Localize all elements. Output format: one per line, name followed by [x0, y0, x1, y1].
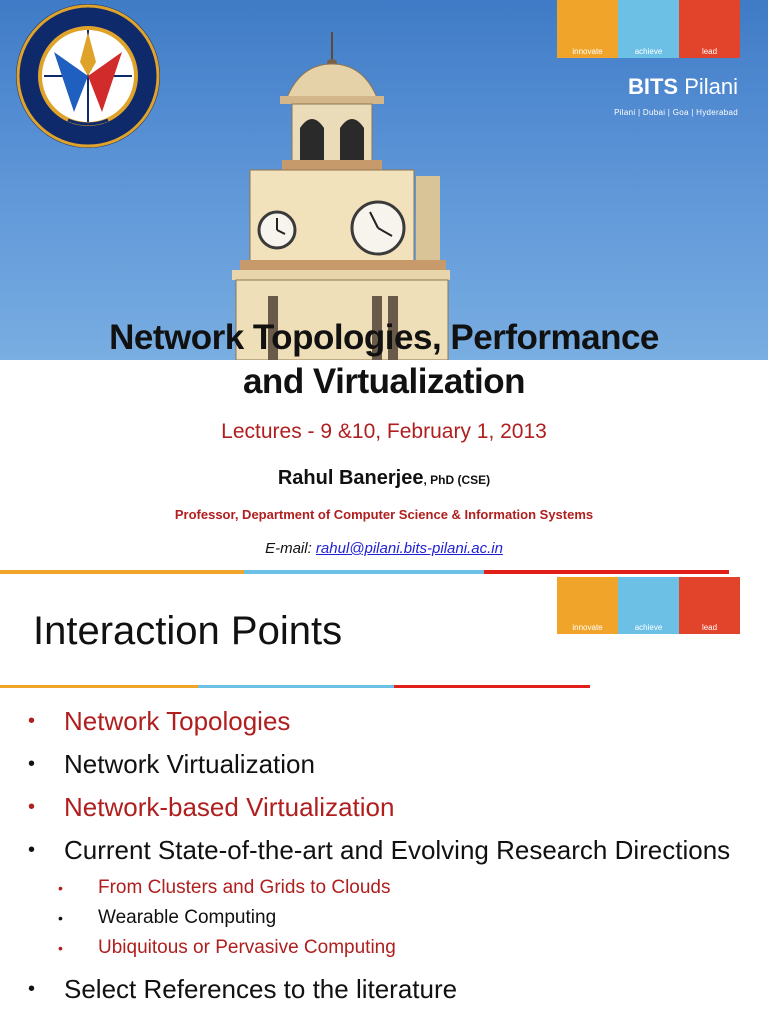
author-degree: , PhD (CSE)	[423, 473, 491, 487]
bullet-text: Current State-of-the-art and Evolving Research Directions	[64, 835, 731, 865]
sub-bullet-list	[62, 873, 748, 963]
brand-name: BITS Pilani	[627, 74, 738, 99]
divider-orange	[0, 570, 244, 574]
title-line-1: Network Topologies, Performance	[109, 318, 659, 357]
sub-bullet-item: • Ubiquitous or Pervasive Computing	[62, 933, 748, 963]
brand-tile-innovate: innovate	[557, 0, 618, 58]
lecture-info: Lectures - 9 &10, February 1, 2013	[221, 420, 547, 443]
divider-blue	[244, 570, 484, 574]
brand-tile-innovate: innovate	[557, 577, 618, 634]
brand-tile-achieve: achieve	[618, 0, 679, 58]
author-affiliation: Professor, Department of Computer Science & Information Systems	[174, 507, 594, 522]
brand-locations: Pilani | Dubai | Goa | Hyderabad	[614, 108, 738, 117]
divider-orange	[0, 685, 198, 688]
bullet-list	[28, 704, 748, 1015]
author-name: Rahul Banerjee	[277, 467, 424, 489]
bullet-item: • Network Topologies	[28, 704, 748, 738]
bullet-item: • Network-based Virtualization	[28, 790, 748, 824]
divider-red	[394, 685, 590, 688]
divider-blue	[198, 685, 394, 688]
email-line	[0, 540, 768, 557]
bullet-item: • Network Virtualization	[28, 747, 748, 781]
sub-bullet-item: • Wearable Computing	[62, 903, 748, 933]
bullet-item	[28, 833, 748, 963]
sub-bullet-item: • From Clusters and Grids to Clouds	[62, 873, 748, 903]
author	[0, 467, 768, 490]
brand-tile-achieve: achieve	[618, 577, 679, 634]
slide-title: Interaction Points	[33, 609, 343, 653]
brand-tile-lead: lead	[679, 577, 740, 634]
email-link[interactable]: rahul@pilani.bits-pilani.ac.in	[315, 540, 503, 557]
brand-tile-lead: lead	[679, 0, 740, 58]
title-line-2: and Virtualization	[242, 362, 526, 401]
interaction-points-slide	[0, 575, 768, 1024]
slide-title	[0, 316, 768, 404]
bits-crest-logo	[14, 2, 162, 150]
email-label: E-mail:	[265, 540, 316, 557]
bullet-item: • Select References to the literature	[28, 972, 748, 1006]
divider-red	[484, 570, 729, 574]
